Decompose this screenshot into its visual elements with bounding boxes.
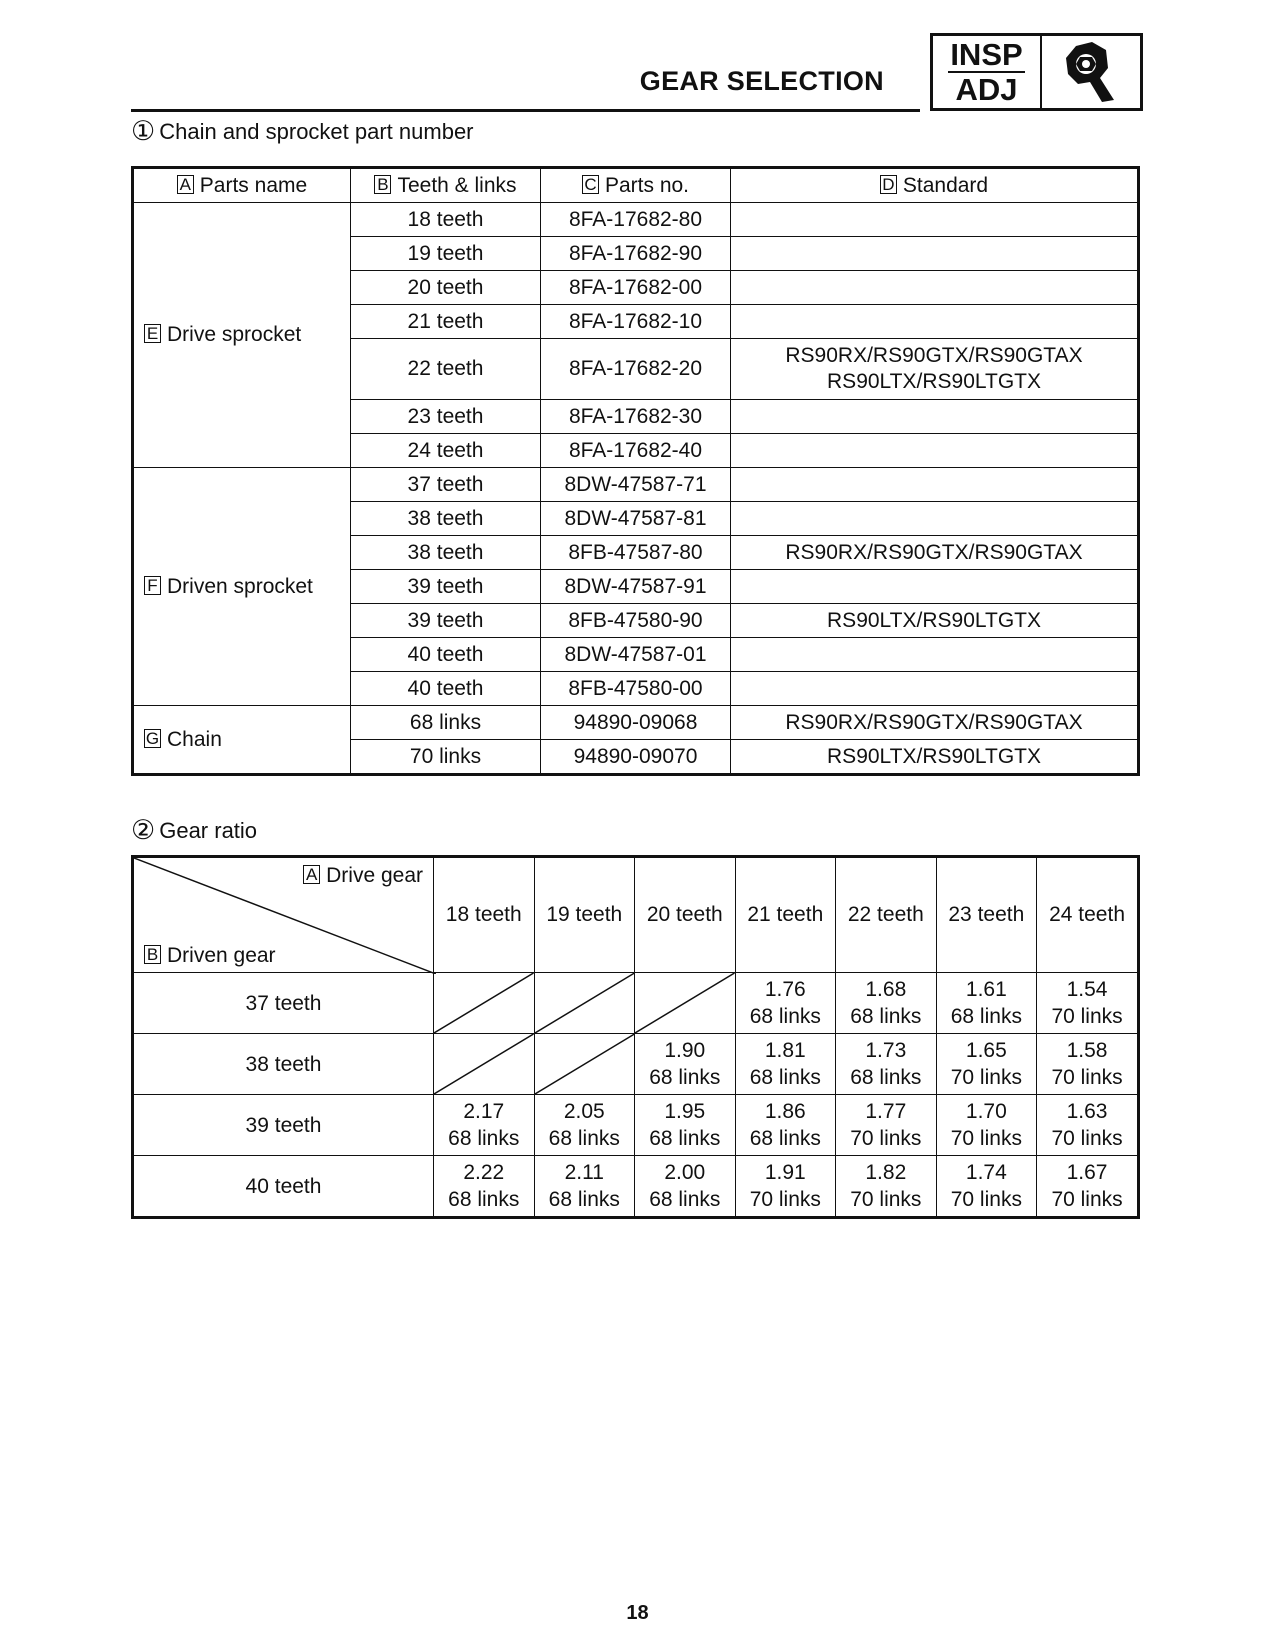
teeth-cell: 21 teeth [351,305,541,339]
part-number-cell: 8FA-17682-00 [541,271,731,305]
ratio-value: 1.63 [1066,1100,1108,1123]
ratio-value: 1.54 [1066,978,1108,1001]
teeth-cell: 40 teeth [351,638,541,672]
standard-line: RS90RX/RS90GTX/RS90GTAX [785,710,1083,734]
part-number-cell: 8DW-47587-71 [541,468,731,502]
teeth-cell: 38 teeth [351,536,541,570]
not-applicable-cell [534,973,635,1034]
ratio-value: 1.77 [865,1100,907,1123]
standard-line: RS90RX/RS90GTX/RS90GTAX [785,344,1083,367]
teeth-cell: 18 teeth [351,203,541,237]
ratio-value: 1.68 [865,978,907,1001]
driven-gear-row-header: 37 teeth [133,973,434,1034]
parts-header-cell [541,168,731,203]
chain-links-value: 70 links [950,1127,1022,1150]
parts-header-cell [351,168,541,203]
part-number-cell: 8FA-17682-80 [541,203,731,237]
chain-links-value: 68 links [749,1066,821,1089]
ratio-cell [1037,973,1139,1034]
chain-links-value: 70 links [950,1188,1022,1211]
chain-links-value: 70 links [1051,1188,1123,1211]
section1-heading [131,118,474,145]
teeth-cell: 37 teeth [351,468,541,502]
ratio-header-row [133,857,1139,973]
ratio-cell [836,1034,937,1095]
drive-gear-column-header: 22 teeth [836,857,937,973]
driven-gear-row-header: 39 teeth [133,1095,434,1156]
ratio-value: 2.11 [564,1161,604,1184]
chain-links-value: 68 links [649,1066,721,1089]
chain-links-value: 68 links [649,1188,721,1211]
diagonal-slash [434,973,534,1033]
ratio-cell [635,1034,736,1095]
chain-links-value: 70 links [850,1188,922,1211]
chain-links-value: 68 links [950,1005,1022,1028]
teeth-cell: 40 teeth [351,672,541,706]
not-applicable-cell [434,973,535,1034]
diagonal-slash [535,973,635,1033]
chain-links-value: 70 links [1051,1005,1123,1028]
section2-number: ② [131,815,156,845]
teeth-cell: 23 teeth [351,400,541,434]
part-number-cell: 8DW-47587-91 [541,570,731,604]
chain-links-value: 68 links [548,1188,620,1211]
standard-cell [731,502,1139,536]
standard-cell [731,339,1139,400]
section2-heading [131,817,257,844]
header-label: Parts name [199,173,308,197]
group-letter-box: G [145,728,160,748]
diagonal-slash [635,973,735,1033]
chain-links-value: 70 links [749,1188,821,1211]
ratio-row [133,1095,1139,1156]
part-number-cell: 94890-09070 [541,740,731,775]
standard-line: RS90LTX/RS90LTGTX [827,370,1041,393]
driven-gear-label: B Driven gear [144,944,276,968]
ratio-cell [735,1156,836,1218]
standard-line: RS90LTX/RS90LTGTX [827,608,1041,632]
chain-links-value: 68 links [850,1066,922,1089]
ratio-value: 2.00 [664,1161,706,1184]
header-letter-box: B [374,175,391,194]
standard-cell [731,203,1139,237]
chain-links-value: 68 links [850,1005,922,1028]
ratio-row [133,1156,1139,1218]
parts-table [131,166,1140,776]
standard-cell [731,400,1139,434]
ratio-value: 1.81 [764,1039,806,1062]
header-label: Standard [902,173,989,197]
ratio-cell [936,1156,1037,1218]
ratio-cell [434,1156,535,1218]
teeth-cell: 39 teeth [351,570,541,604]
ratio-cell [534,1095,635,1156]
ratio-cell [434,1095,535,1156]
parts-row [133,706,1139,740]
part-number-cell: 8FB-47587-80 [541,536,731,570]
drive-gear-column-header: 18 teeth [434,857,535,973]
chain-links-value: 68 links [548,1127,620,1150]
standard-cell [731,604,1139,638]
teeth-cell: 19 teeth [351,237,541,271]
diagonal-slash [535,1034,635,1094]
group-name: Chain [167,727,222,751]
parts-header-cell [133,168,351,203]
ratio-cell [635,1095,736,1156]
part-number-cell: 94890-09068 [541,706,731,740]
title-rule [131,109,920,112]
section1-number: ① [131,116,156,146]
ratio-cell [534,1156,635,1218]
not-applicable-cell [434,1034,535,1095]
ratio-value: 1.70 [965,1100,1007,1123]
diagonal-slash [434,1034,534,1094]
ratio-cell [1037,1095,1139,1156]
chain-links-value: 70 links [850,1127,922,1150]
part-number-cell: 8FA-17682-90 [541,237,731,271]
parts-row [133,203,1139,237]
ratio-value: 1.67 [1066,1161,1108,1184]
standard-line: RS90LTX/RS90LTGTX [827,744,1041,768]
drive-gear-column-header: 23 teeth [936,857,1037,973]
badge-bottom-label: ADJ [955,72,1018,107]
ratio-corner-cell [133,857,434,973]
teeth-cell: 20 teeth [351,271,541,305]
chain-links-value: 68 links [448,1127,520,1150]
drive-gear-label: A Drive gear [303,864,423,888]
drive-gear-column-header: 20 teeth [635,857,736,973]
group-letter-box: E [144,324,161,343]
drive-gear-column-header: 21 teeth [735,857,836,973]
ratio-cell [1037,1034,1139,1095]
teeth-cell: 39 teeth [351,604,541,638]
header-label: Teeth & links [397,173,517,197]
standard-cell [731,271,1139,305]
ratio-row [133,1034,1139,1095]
parts-header-cell [731,168,1139,203]
group-name: Drive sprocket [167,323,302,346]
page-title: GEAR SELECTION [639,66,884,96]
standard-cell [731,740,1139,775]
standard-cell [731,434,1139,468]
parts-name-cell [133,203,351,468]
section2-title: Gear ratio [159,817,258,843]
teeth-cell: 38 teeth [351,502,541,536]
ratio-cell [836,1156,937,1218]
standard-cell [731,305,1139,339]
standard-cell [731,468,1139,502]
part-number-cell: 8FA-17682-20 [541,339,731,400]
ratio-value: 1.95 [664,1100,706,1123]
parts-header-row [133,168,1139,203]
driven-gear-row-header: 40 teeth [133,1156,434,1218]
ratio-cell [836,973,937,1034]
teeth-cell: 68 links [351,706,541,740]
part-number-cell: 8FA-17682-10 [541,305,731,339]
drive-gear-column-header: 19 teeth [534,857,635,973]
ratio-value: 2.05 [563,1100,605,1123]
ratio-cell [936,973,1037,1034]
ratio-value: 1.74 [965,1161,1007,1184]
ratio-value: 2.22 [463,1161,505,1184]
ratio-value: 1.58 [1066,1039,1108,1062]
group-letter-box: F [144,576,161,595]
chain-links-value: 70 links [1051,1127,1123,1150]
ratio-cell [735,1034,836,1095]
standard-cell [731,672,1139,706]
ratio-value: 1.76 [764,978,806,1001]
chain-links-value: 70 links [1051,1066,1123,1089]
ratio-value: 1.73 [865,1039,907,1062]
parts-name-cell [133,706,351,775]
ratio-cell [735,1095,836,1156]
ratio-cell [936,1034,1037,1095]
standard-cell [731,237,1139,271]
teeth-cell: 70 links [351,740,541,775]
parts-row [133,468,1139,502]
section1-title: Chain and sprocket part number [159,118,474,144]
part-number-cell: 8FB-47580-90 [541,604,731,638]
ratio-cell [936,1095,1037,1156]
header-label: Parts no. [604,173,690,197]
standard-cell [731,638,1139,672]
parts-name-cell [133,468,351,706]
chain-links-value: 68 links [749,1005,821,1028]
header-letter-box: C [582,175,599,194]
chain-links-value: 70 links [950,1066,1022,1089]
drive-gear-column-header: 24 teeth [1037,857,1139,973]
ratio-value: 1.91 [764,1161,806,1184]
ratio-row [133,973,1139,1034]
driven-gear-row-header: 38 teeth [133,1034,434,1095]
gear-ratio-table [131,855,1140,1219]
part-number-cell: 8FA-17682-30 [541,400,731,434]
badge-top-label: INSP [950,37,1023,72]
ratio-value: 1.65 [965,1039,1007,1062]
ratio-cell [836,1095,937,1156]
wrench-nut-icon [1042,36,1140,108]
part-number-cell: 8FA-17682-40 [541,434,731,468]
standard-cell [731,570,1139,604]
part-number-cell: 8FB-47580-00 [541,672,731,706]
teeth-cell: 24 teeth [351,434,541,468]
ratio-value: 1.86 [764,1100,806,1123]
section-badge [930,33,1143,111]
chain-links-value: 68 links [749,1127,821,1150]
ratio-cell [635,1156,736,1218]
ratio-cell [1037,1156,1139,1218]
not-applicable-cell [635,973,736,1034]
teeth-cell: 22 teeth [351,339,541,400]
group-name: Driven sprocket [167,574,313,598]
chain-links-value: 68 links [448,1188,520,1211]
page-number: 18 [626,1602,649,1624]
ratio-value: 1.82 [865,1161,907,1184]
ratio-value: 1.90 [664,1039,706,1062]
part-number-cell: 8DW-47587-81 [541,502,731,536]
chain-links-value: 68 links [649,1127,721,1150]
standard-cell [731,536,1139,570]
ratio-cell [735,973,836,1034]
part-number-cell: 8DW-47587-01 [541,638,731,672]
standard-line: RS90RX/RS90GTX/RS90GTAX [785,540,1083,564]
badge-text [933,36,1042,108]
ratio-value: 2.17 [463,1100,505,1123]
standard-cell [731,706,1139,740]
header-letter-box: A [177,175,194,194]
header-letter-box: D [880,175,897,194]
ratio-value: 1.61 [965,978,1007,1001]
not-applicable-cell [534,1034,635,1095]
